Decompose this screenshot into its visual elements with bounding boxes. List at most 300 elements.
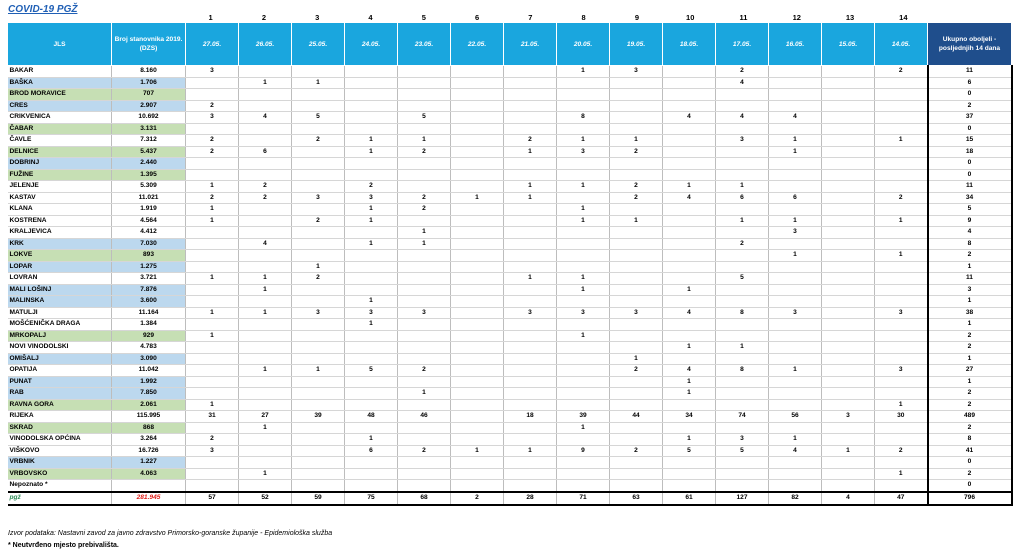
total-cell: 1 <box>928 376 1012 388</box>
case-count-cell <box>504 353 557 365</box>
case-count-cell: 1 <box>557 422 610 434</box>
case-count-cell <box>557 261 610 273</box>
municipality-name: CRES <box>8 100 112 112</box>
municipality-name: BAKAR <box>8 66 112 78</box>
case-count-cell: 1 <box>504 146 557 158</box>
case-count-cell <box>610 169 663 181</box>
case-count-cell <box>822 89 875 101</box>
case-count-cell <box>822 215 875 227</box>
case-count-cell <box>345 457 398 469</box>
case-count-cell <box>239 169 292 181</box>
case-count-cell <box>557 89 610 101</box>
case-count-cell <box>504 227 557 239</box>
case-count-cell <box>875 480 928 492</box>
total-cell: 38 <box>928 307 1012 319</box>
case-count-cell: 4 <box>663 307 716 319</box>
case-count-cell <box>451 89 504 101</box>
case-count-cell <box>504 319 557 331</box>
case-count-cell <box>769 296 822 308</box>
case-count-cell <box>504 169 557 181</box>
summary-count-cell: 52 <box>239 492 292 505</box>
case-count-cell <box>557 480 610 492</box>
total-cell: 18 <box>928 146 1012 158</box>
header-date: 22.05. <box>451 23 504 66</box>
table-row <box>8 457 1012 469</box>
case-count-cell <box>557 342 610 354</box>
case-count-cell <box>769 388 822 400</box>
case-count-cell <box>292 89 345 101</box>
total-cell: 15 <box>928 135 1012 147</box>
table-row <box>8 238 1012 250</box>
case-count-cell <box>822 353 875 365</box>
case-count-cell <box>451 273 504 285</box>
case-count-cell: 1 <box>186 215 239 227</box>
case-count-cell: 4 <box>716 112 769 124</box>
case-count-cell <box>398 480 451 492</box>
case-count-cell: 1 <box>875 135 928 147</box>
case-count-cell <box>769 273 822 285</box>
case-count-cell: 1 <box>557 204 610 216</box>
case-count-cell <box>451 307 504 319</box>
case-count-cell: 1 <box>875 468 928 480</box>
case-count-cell <box>663 399 716 411</box>
case-count-cell <box>186 158 239 170</box>
summary-count-cell: 59 <box>292 492 345 505</box>
case-count-cell <box>875 319 928 331</box>
population-cell: 11.164 <box>112 307 186 319</box>
case-count-cell <box>345 480 398 492</box>
header-date: 19.05. <box>610 23 663 66</box>
population-cell: 4.412 <box>112 227 186 239</box>
case-count-cell <box>716 169 769 181</box>
case-count-cell <box>292 353 345 365</box>
table-row <box>8 307 1012 319</box>
case-count-cell <box>292 123 345 135</box>
table-row <box>8 284 1012 296</box>
case-count-cell <box>716 227 769 239</box>
total-cell: 2 <box>928 342 1012 354</box>
case-count-cell <box>239 158 292 170</box>
case-count-cell <box>822 307 875 319</box>
population-cell: 5.309 <box>112 181 186 193</box>
case-count-cell: 1 <box>292 77 345 89</box>
case-count-cell <box>451 353 504 365</box>
municipality-name: RAB <box>8 388 112 400</box>
case-count-cell <box>610 100 663 112</box>
case-count-cell <box>398 296 451 308</box>
case-count-cell <box>875 123 928 135</box>
case-count-cell: 2 <box>292 215 345 227</box>
case-count-cell <box>345 100 398 112</box>
total-cell: 1 <box>928 353 1012 365</box>
case-count-cell <box>822 342 875 354</box>
case-count-cell <box>292 181 345 193</box>
table-row <box>8 112 1012 124</box>
case-count-cell <box>716 388 769 400</box>
case-count-cell: 2 <box>345 181 398 193</box>
case-count-cell <box>822 422 875 434</box>
summary-count-cell: 75 <box>345 492 398 505</box>
case-count-cell <box>769 158 822 170</box>
municipality-name: VRBNIK <box>8 457 112 469</box>
table-row <box>8 388 1012 400</box>
case-count-cell: 2 <box>186 192 239 204</box>
case-count-cell <box>610 227 663 239</box>
case-count-cell <box>822 273 875 285</box>
case-count-cell <box>292 330 345 342</box>
case-count-cell: 2 <box>610 365 663 377</box>
case-count-cell <box>769 89 822 101</box>
case-count-cell: 1 <box>504 192 557 204</box>
total-cell: 2 <box>928 468 1012 480</box>
case-count-cell <box>345 342 398 354</box>
case-count-cell <box>822 100 875 112</box>
header-date: 16.05. <box>769 23 822 66</box>
case-count-cell <box>345 77 398 89</box>
case-count-cell <box>186 77 239 89</box>
population-cell: 8.160 <box>112 66 186 78</box>
table-row <box>8 273 1012 285</box>
case-count-cell <box>398 66 451 78</box>
case-count-cell: 1 <box>345 238 398 250</box>
total-cell: 3 <box>928 284 1012 296</box>
population-cell: 7.030 <box>112 238 186 250</box>
case-count-cell: 1 <box>663 342 716 354</box>
case-count-cell <box>822 66 875 78</box>
case-count-cell <box>345 112 398 124</box>
case-count-cell <box>610 158 663 170</box>
case-count-cell <box>292 342 345 354</box>
case-count-cell <box>398 434 451 446</box>
case-count-cell <box>769 261 822 273</box>
case-count-cell <box>663 480 716 492</box>
case-count-cell: 1 <box>557 330 610 342</box>
case-count-cell <box>345 227 398 239</box>
table-row <box>8 250 1012 262</box>
case-count-cell <box>822 261 875 273</box>
case-count-cell: 5 <box>663 445 716 457</box>
case-count-cell: 2 <box>504 135 557 147</box>
case-count-cell <box>451 468 504 480</box>
municipality-name: JELENJE <box>8 181 112 193</box>
case-count-cell: 5 <box>398 112 451 124</box>
case-count-cell: 3 <box>557 146 610 158</box>
case-count-cell <box>875 342 928 354</box>
case-count-cell <box>663 261 716 273</box>
case-count-cell: 5 <box>716 445 769 457</box>
case-count-cell <box>557 227 610 239</box>
municipality-name: OMIŠALJ <box>8 353 112 365</box>
case-count-cell: 1 <box>239 307 292 319</box>
case-count-cell: 1 <box>716 181 769 193</box>
case-count-cell: 1 <box>769 250 822 262</box>
case-count-cell <box>875 273 928 285</box>
case-count-cell <box>504 468 557 480</box>
case-count-cell <box>557 468 610 480</box>
case-count-cell <box>557 319 610 331</box>
case-count-cell <box>822 181 875 193</box>
case-count-cell <box>663 250 716 262</box>
case-count-cell: 1 <box>345 146 398 158</box>
case-count-cell <box>345 422 398 434</box>
municipality-name: RIJEKA <box>8 411 112 423</box>
table-row <box>8 77 1012 89</box>
column-number: 6 <box>474 13 480 22</box>
population-cell: 4.564 <box>112 215 186 227</box>
total-cell: 8 <box>928 434 1012 446</box>
case-count-cell <box>610 273 663 285</box>
case-count-cell <box>610 250 663 262</box>
population-cell: 3.131 <box>112 123 186 135</box>
case-count-cell <box>610 376 663 388</box>
population-cell: 1.275 <box>112 261 186 273</box>
case-count-cell <box>716 158 769 170</box>
case-count-cell: 1 <box>186 181 239 193</box>
header-date: 15.05. <box>822 23 875 66</box>
case-count-cell <box>239 376 292 388</box>
case-count-cell <box>239 250 292 262</box>
municipality-name: LOVRAN <box>8 273 112 285</box>
summary-count-cell: 28 <box>504 492 557 505</box>
case-count-cell <box>610 434 663 446</box>
case-count-cell <box>716 319 769 331</box>
case-count-cell <box>822 457 875 469</box>
case-count-cell <box>610 77 663 89</box>
case-count-cell <box>239 434 292 446</box>
case-count-cell: 1 <box>557 215 610 227</box>
case-count-cell <box>504 330 557 342</box>
case-count-cell <box>451 422 504 434</box>
case-count-cell <box>451 388 504 400</box>
case-count-cell <box>345 376 398 388</box>
population-cell: 1.384 <box>112 319 186 331</box>
case-count-cell: 1 <box>504 273 557 285</box>
case-count-cell: 4 <box>769 445 822 457</box>
population-cell: 4.063 <box>112 468 186 480</box>
population-cell: 1.395 <box>112 169 186 181</box>
case-count-cell: 2 <box>716 238 769 250</box>
case-count-cell <box>398 250 451 262</box>
case-count-cell <box>186 319 239 331</box>
case-count-cell <box>504 296 557 308</box>
table-row <box>8 480 1012 492</box>
table-row <box>8 135 1012 147</box>
case-count-cell <box>451 399 504 411</box>
case-count-cell: 3 <box>186 112 239 124</box>
case-count-cell: 5 <box>345 365 398 377</box>
header-date: 25.05. <box>292 23 345 66</box>
case-count-cell <box>769 330 822 342</box>
summary-count-cell: 57 <box>186 492 239 505</box>
header-date: 27.05. <box>186 23 239 66</box>
case-count-cell <box>504 204 557 216</box>
case-count-cell <box>716 100 769 112</box>
case-count-cell <box>822 399 875 411</box>
table-row <box>8 319 1012 331</box>
summary-count-cell: 68 <box>398 492 451 505</box>
municipality-name: MOŠĆENIČKA DRAGA <box>8 319 112 331</box>
municipality-name: SKRAD <box>8 422 112 434</box>
total-cell: 11 <box>928 181 1012 193</box>
case-count-cell <box>398 319 451 331</box>
case-count-cell <box>716 353 769 365</box>
case-count-cell <box>292 388 345 400</box>
case-count-cell <box>239 296 292 308</box>
case-count-cell <box>345 388 398 400</box>
case-count-cell <box>186 238 239 250</box>
case-count-cell <box>398 273 451 285</box>
total-cell: 1 <box>928 319 1012 331</box>
municipality-name: KOSTRENA <box>8 215 112 227</box>
case-count-cell <box>398 457 451 469</box>
case-count-cell <box>557 192 610 204</box>
case-count-cell <box>451 215 504 227</box>
case-count-cell: 5 <box>716 273 769 285</box>
total-cell: 0 <box>928 158 1012 170</box>
header-jls: JLS <box>8 23 112 66</box>
case-count-cell: 6 <box>239 146 292 158</box>
case-count-cell: 1 <box>345 215 398 227</box>
case-count-cell <box>716 480 769 492</box>
table-row <box>8 215 1012 227</box>
case-count-cell <box>769 480 822 492</box>
case-count-cell <box>557 169 610 181</box>
case-count-cell <box>186 284 239 296</box>
case-count-cell: 5 <box>292 112 345 124</box>
case-count-cell <box>504 238 557 250</box>
case-count-cell <box>610 457 663 469</box>
case-count-cell <box>451 330 504 342</box>
case-count-cell: 1 <box>345 434 398 446</box>
table-row <box>8 181 1012 193</box>
case-count-cell: 3 <box>769 307 822 319</box>
summary-count-cell: 47 <box>875 492 928 505</box>
case-count-cell <box>716 123 769 135</box>
case-count-cell <box>345 66 398 78</box>
case-count-cell <box>663 158 716 170</box>
case-count-cell <box>504 261 557 273</box>
case-count-cell: 2 <box>610 192 663 204</box>
covid-table <box>7 22 1013 506</box>
municipality-name: OPATIJA <box>8 365 112 377</box>
case-count-cell <box>610 342 663 354</box>
case-count-cell <box>292 227 345 239</box>
case-count-cell: 31 <box>186 411 239 423</box>
case-count-cell: 1 <box>769 365 822 377</box>
total-cell: 2 <box>928 399 1012 411</box>
summary-count-cell: 2 <box>451 492 504 505</box>
case-count-cell <box>451 261 504 273</box>
case-count-cell <box>345 123 398 135</box>
case-count-cell <box>769 422 822 434</box>
case-count-cell <box>875 204 928 216</box>
case-count-cell <box>769 181 822 193</box>
municipality-name: FUŽINE <box>8 169 112 181</box>
case-count-cell <box>186 227 239 239</box>
case-count-cell: 39 <box>557 411 610 423</box>
case-count-cell <box>557 100 610 112</box>
case-count-cell <box>398 100 451 112</box>
case-count-cell <box>451 135 504 147</box>
column-number: 7 <box>528 13 533 22</box>
table-row <box>8 146 1012 158</box>
case-count-cell <box>663 123 716 135</box>
case-count-cell: 8 <box>716 307 769 319</box>
case-count-cell <box>292 296 345 308</box>
column-number: 11 <box>739 13 748 22</box>
case-count-cell <box>610 330 663 342</box>
population-cell: 3.600 <box>112 296 186 308</box>
case-count-cell <box>716 89 769 101</box>
case-count-cell <box>451 112 504 124</box>
case-count-cell <box>186 353 239 365</box>
summary-count-cell: 4 <box>822 492 875 505</box>
summary-count-cell: 71 <box>557 492 610 505</box>
case-count-cell <box>769 204 822 216</box>
case-count-cell <box>186 457 239 469</box>
case-count-cell: 1 <box>345 135 398 147</box>
case-count-cell <box>186 422 239 434</box>
case-count-cell: 6 <box>769 192 822 204</box>
case-count-cell: 1 <box>557 66 610 78</box>
case-count-cell <box>769 123 822 135</box>
header-population: Broj stanovnika 2019. (DZS) <box>112 23 186 66</box>
case-count-cell <box>822 296 875 308</box>
column-number: 1 <box>208 13 213 22</box>
case-count-cell <box>398 215 451 227</box>
case-count-cell <box>875 434 928 446</box>
column-number: 10 <box>686 13 695 22</box>
case-count-cell <box>663 169 716 181</box>
total-cell: 5 <box>928 204 1012 216</box>
case-count-cell <box>292 238 345 250</box>
total-cell: 2 <box>928 388 1012 400</box>
case-count-cell: 1 <box>186 307 239 319</box>
case-count-cell <box>716 468 769 480</box>
case-count-cell: 1 <box>663 388 716 400</box>
case-count-cell <box>822 192 875 204</box>
municipality-name: KRALJEVICA <box>8 227 112 239</box>
case-count-cell <box>345 273 398 285</box>
case-count-cell <box>398 284 451 296</box>
case-count-cell <box>186 89 239 101</box>
case-count-cell <box>663 330 716 342</box>
case-count-cell <box>822 480 875 492</box>
population-cell: 7.312 <box>112 135 186 147</box>
case-count-cell: 3 <box>292 307 345 319</box>
population-cell: 2.061 <box>112 399 186 411</box>
total-cell: 1 <box>928 296 1012 308</box>
case-count-cell <box>610 468 663 480</box>
population-cell: 3.090 <box>112 353 186 365</box>
case-count-cell <box>822 204 875 216</box>
summary-total: 796 <box>928 492 1012 505</box>
case-count-cell <box>345 89 398 101</box>
case-count-cell <box>292 169 345 181</box>
case-count-cell <box>292 66 345 78</box>
case-count-cell <box>451 250 504 262</box>
case-count-cell: 3 <box>186 445 239 457</box>
total-cell: 37 <box>928 112 1012 124</box>
case-count-cell <box>504 158 557 170</box>
total-cell: 2 <box>928 422 1012 434</box>
table-row <box>8 422 1012 434</box>
case-count-cell: 1 <box>504 181 557 193</box>
population-cell: 16.726 <box>112 445 186 457</box>
total-cell: 41 <box>928 445 1012 457</box>
case-count-cell <box>292 146 345 158</box>
case-count-cell: 3 <box>875 365 928 377</box>
